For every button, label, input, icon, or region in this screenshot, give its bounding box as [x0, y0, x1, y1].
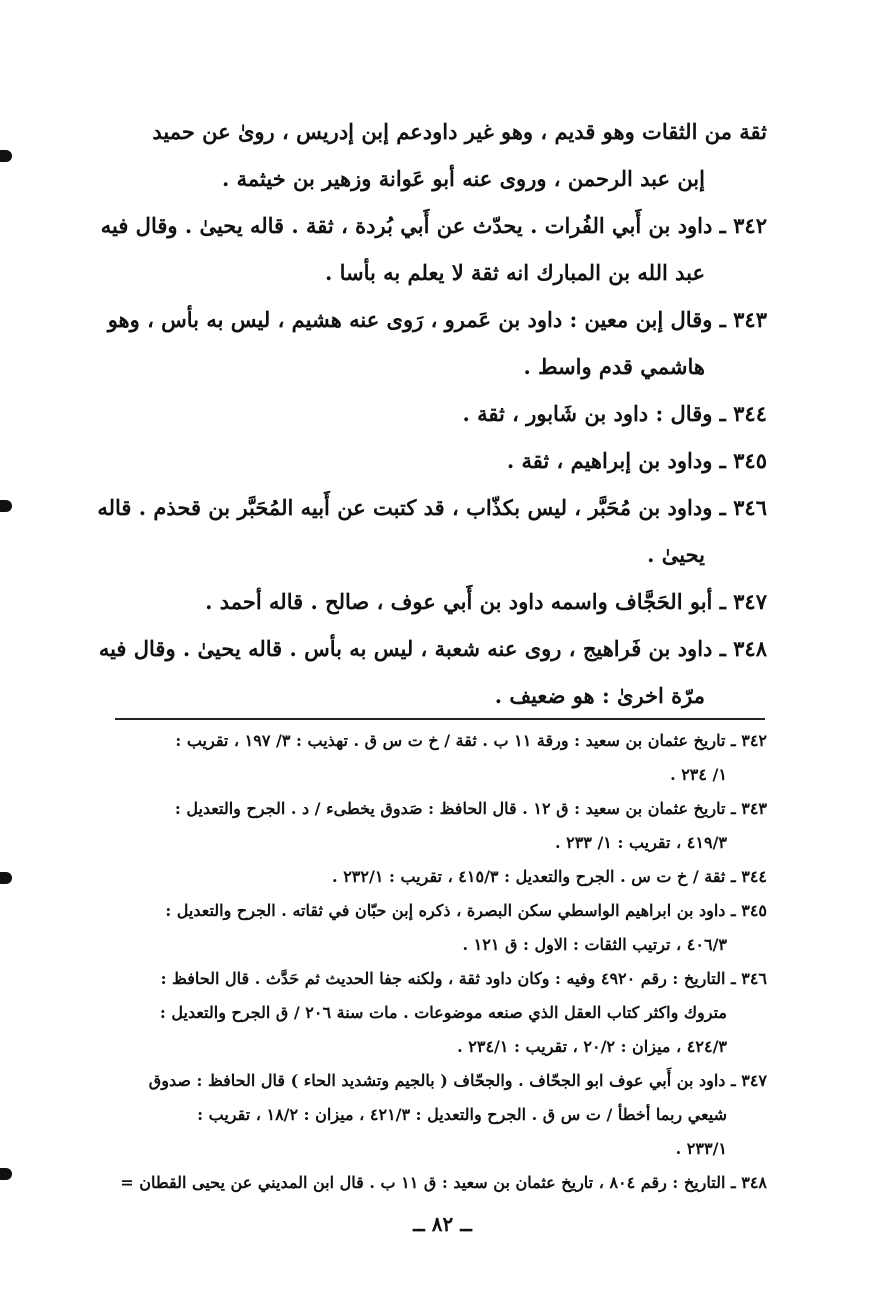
text-line: ثقة من الثقات وهو قديم ، وهو غير داودعم إبن إدريس ، روىٰ عن حميد — [152, 119, 767, 144]
margin-mark — [0, 500, 12, 512]
footnote-divider — [115, 718, 765, 720]
text-line: يحيىٰ . — [647, 542, 705, 567]
text-line: هاشمي قدم واسط . — [523, 354, 705, 379]
text-line: مرّة اخرىٰ : هو ضعيف . — [494, 683, 705, 708]
footnote-entry: ٣٤٦ ـ التاريخ : رقم ٤٩٢٠ وفيه : وكان داود ثقة ، ولكنه جفا الحديث ثم حَدَّث . قال الحافظ : — [160, 969, 767, 988]
text-line: إبن عبد الرحمن ، وروى عنه أبو عَوانة وزهير بن خيثمة . — [222, 166, 705, 191]
footnote-line: ٢٣٣/١ . — [675, 1139, 727, 1158]
footnote-line: ١/ ٢٣٤ . — [670, 765, 727, 784]
entry-line: ٣٤٨ ـ داود بن فَراهيج ، روى عنه شعبة ، ليس به بأس . قاله يحيىٰ . وقال فيه — [98, 636, 767, 661]
margin-mark — [0, 150, 12, 162]
footnotes — [78, 724, 767, 1200]
entry-line: ٣٤٤ ـ وقال : داود بن شَابور ، ثقة . — [462, 401, 767, 426]
margin-mark — [0, 872, 12, 884]
entry-line: ٣٤٣ ـ وقال إبن معين : داود بن عَمرو ، رَوى عنه هشيم ، ليس به بأس ، وهو — [107, 307, 767, 332]
footnote-line: ٤٢٤/٣ ، ميزان : ٢٠/٢ ، تقريب : ٢٣٤/١ . — [457, 1037, 727, 1056]
entry-line: ٣٤٥ ـ وداود بن إبراهيم ، ثقة . — [506, 448, 767, 473]
margin-mark — [0, 1168, 12, 1180]
entry-line: ٣٤٢ ـ داود بن أَبي الفُرات . يحدّث عن أَبي بُردة ، ثقة . قاله يحيىٰ . وقال فيه — [100, 213, 767, 238]
page-number: ــ ٨٢ ــ — [413, 1212, 472, 1236]
main-text — [80, 108, 767, 719]
footnote-line: ٤١٩/٣ ، تقريب : ١/ ٢٣٣ . — [554, 833, 727, 852]
footnote-entry: ٣٤٥ ـ داود بن ابراهيم الواسطي سكن البصرة ، ذكره إبن حبّان في ثقاته . الجرح والتعديل : — [165, 901, 767, 920]
text-line: عبد الله بن المبارك انه ثقة لا يعلم به بأسا . — [324, 260, 705, 285]
footnote-entry: ٣٤٣ ـ تاريخ عثمان بن سعيد : ق ١٢ . قال الحافظ : صَدوق يخطىء / د . الجرح والتعديل : — [174, 799, 767, 818]
footnote-entry: ٣٤٢ ـ تاريخ عثمان بن سعيد : ورقة ١١ ب . ثقة / خ ت س ق . تهذيب : ٣/ ١٩٧ ، تقريب : — [175, 731, 767, 750]
footnote-entry: ٣٤٧ ـ داود بن أَبي عوف ابو الجحّاف . والجحّاف ( بالجيم وتشديد الحاء ) قال الحافظ : صدوق — [148, 1071, 767, 1090]
footnote-line: متروك واكثر كتاب العقل الذي صنعه موضوعات . مات سنة ٢٠٦ / ق الجرح والتعديل : — [159, 1003, 727, 1022]
footnote-line: شيعي ربما أخطأ / ت س ق . الجرح والتعديل : ٤٢١/٣ ، ميزان : ١٨/٢ ، تقريب : — [197, 1105, 727, 1124]
entry-line: ٣٤٦ ـ وداود بن مُحَبَّر ، ليس بكذّاب ، قد كتبت عن أَبيه المُحَبَّر بن قحذم . قاله — [97, 495, 767, 520]
footnote-line: ٤٠٦/٣ ، ترتيب الثقات : الاول : ق ١٢١ . — [462, 935, 727, 954]
entry-line: ٣٤٧ ـ أبو الحَجَّاف واسمه داود بن أَبي عوف ، صالح . قاله أحمد . — [205, 589, 767, 614]
footnote-entry: ٣٤٤ ـ ثقة / خ ت س . الجرح والتعديل : ٤١٥/٣ ، تقريب : ٢٣٢/١ . — [332, 867, 767, 886]
footnote-entry: ٣٤٨ ـ التاريخ : رقم ٨٠٤ ، تاريخ عثمان بن سعيد : ق ١١ ب . قال ابن المديني عن يحيى القطان = — [120, 1173, 767, 1192]
